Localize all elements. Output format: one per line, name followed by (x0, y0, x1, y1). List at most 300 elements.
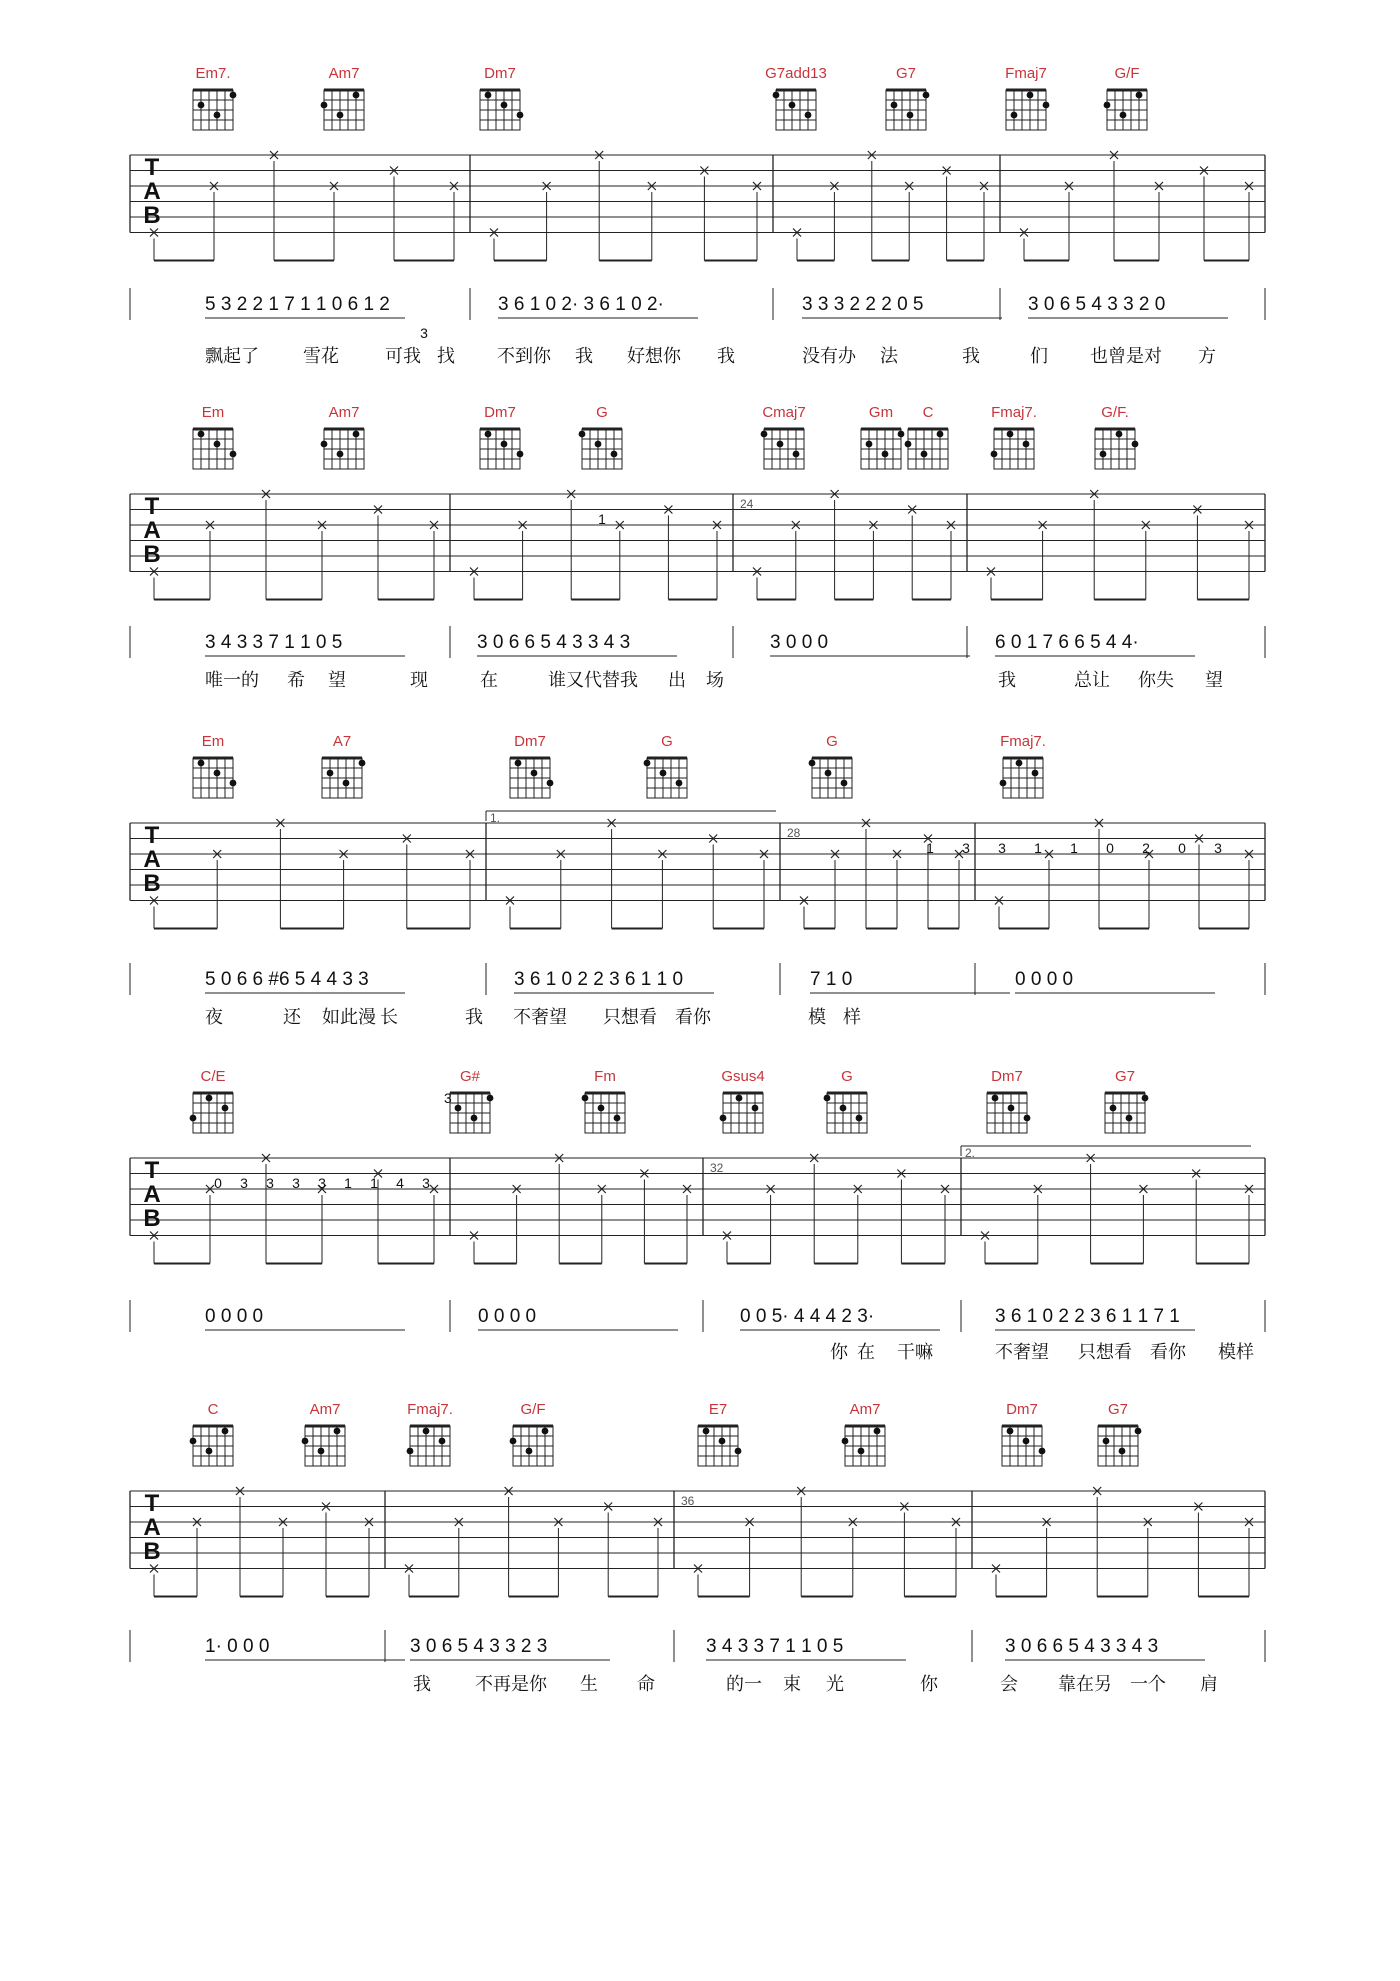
chord-name: Em (201, 404, 225, 421)
chord-diagram (480, 65, 523, 130)
bar-number: 36 (681, 1494, 695, 1508)
jianpu-measure: 5 0 6 6 #6 5 4 4 3 3 (205, 969, 369, 990)
chord-diagram (510, 733, 553, 798)
chord-diagram (1000, 733, 1046, 798)
tab-letter: T (144, 493, 160, 520)
chord-diagram (322, 733, 365, 798)
chord-name: Am7 (328, 404, 360, 421)
lyric-word: 飘起了 (205, 346, 259, 367)
chord-name: A7 (332, 733, 352, 750)
chord-dot (752, 1105, 759, 1112)
lyric-word: 不到你 (497, 346, 551, 367)
chord-dot (510, 1438, 517, 1445)
chord-dot (1043, 102, 1050, 109)
chord-dot (337, 112, 344, 119)
chord-dot (1116, 431, 1123, 438)
chord-dot (206, 1095, 213, 1102)
fret-number: 3 (962, 840, 970, 856)
jianpu-measure: 0 0 5· 4 4 4 2 3· (740, 1306, 875, 1327)
chord-name: Cmaj7 (762, 404, 806, 421)
fret-number: 2 (1142, 840, 1150, 856)
chord-dot (214, 112, 221, 119)
lyric-word: 谁又代替我 (548, 670, 638, 691)
chord-dot (230, 92, 237, 99)
chord-dot (439, 1438, 446, 1445)
lyric-word: 法 (880, 346, 898, 367)
chord-dot (1039, 1448, 1046, 1455)
chord-dot (318, 1448, 325, 1455)
lyric-word: 长 (380, 1007, 398, 1028)
chord-name: G (841, 1068, 853, 1085)
jianpu-measure: 5 3 2 2 1 7 1 1 0 6 1 2 (205, 294, 390, 315)
chord-dot (1032, 770, 1039, 777)
lyrics-line (413, 1674, 1218, 1695)
tab-staff (130, 1154, 1265, 1264)
chord-name: G/F (1114, 65, 1140, 82)
fret-number: 3 (240, 1175, 248, 1191)
chord-dot (1000, 780, 1007, 787)
lyric-word: 我 (717, 346, 735, 367)
fret-number: 3 (422, 1175, 430, 1191)
chord-dot (793, 451, 800, 458)
chord-diagram (809, 733, 852, 798)
lyric-word: 如此漫 (322, 1007, 376, 1028)
chord-name: C/E (200, 1068, 226, 1085)
chord-dot (1126, 1115, 1133, 1122)
chord-name: G (661, 733, 673, 750)
chord-dot (720, 1115, 727, 1122)
chord-dot (471, 1115, 478, 1122)
chord-dot (719, 1438, 726, 1445)
chord-diagram (510, 1401, 553, 1466)
system-1 (130, 65, 1265, 367)
chord-dot (1023, 1438, 1030, 1445)
lyric-word: 你 (920, 1674, 938, 1695)
fret-number: 3 (318, 1175, 326, 1191)
chord-dot (485, 431, 492, 438)
chord-dot (1016, 760, 1023, 767)
chord-diagram (1104, 65, 1147, 130)
chord-diagram (987, 1068, 1030, 1133)
chord-dot (735, 1448, 742, 1455)
chord-dot (542, 1428, 549, 1435)
chord-dot (337, 451, 344, 458)
tab-letter: T (144, 1157, 160, 1184)
lyrics-line (205, 670, 1223, 691)
chord-dot (1007, 1428, 1014, 1435)
system-3 (130, 733, 1265, 1028)
lyric-word: 可我 (385, 346, 421, 367)
chord-diagram (1005, 65, 1049, 130)
chord-name: Em (201, 733, 225, 750)
chord-dot (842, 1438, 849, 1445)
jianpu-line (130, 963, 1265, 995)
chord-name: Am7 (328, 65, 360, 82)
chord-dot (582, 1095, 589, 1102)
tab-letter: T (144, 822, 160, 849)
lyric-word: 总让 (1074, 670, 1110, 691)
chord-dot (905, 441, 912, 448)
jianpu-measure: 3 6 1 0 2 2 3 6 1 1 7 1 (995, 1306, 1180, 1327)
lyric-word: 命 (637, 1674, 655, 1695)
chord-dot (1100, 451, 1107, 458)
chord-name: G# (459, 1068, 481, 1085)
chord-diagram (579, 404, 622, 469)
lyric-word: 我 (413, 1674, 431, 1695)
chord-dot (614, 1115, 621, 1122)
bar-number: 24 (740, 497, 754, 511)
chord-dot (501, 102, 508, 109)
chord-diagram (824, 1068, 867, 1133)
chord-diagram (193, 65, 236, 130)
chord-name: Am7 (309, 1401, 341, 1418)
chord-diagram (1002, 1401, 1045, 1466)
chord-dot (1011, 112, 1018, 119)
chord-name: G7 (895, 65, 917, 82)
chord-dot (1135, 1428, 1142, 1435)
chord-diagram (193, 733, 236, 798)
lyric-word: 们 (1030, 346, 1048, 367)
lyric-word: 你失 (1138, 670, 1174, 691)
chord-name: G7add13 (765, 65, 827, 82)
lyric-word: 也曾是对 (1090, 346, 1162, 367)
chord-dot (866, 441, 873, 448)
jianpu-measure: 3 0 6 5 4 3 3 2 0 (1028, 294, 1166, 315)
lyric-word: 唯一的 (205, 670, 259, 691)
volta-label: 1. (490, 811, 501, 825)
chord-dot (327, 770, 334, 777)
jianpu-measure: 3 0 6 6 5 4 3 3 4 3 (1005, 1636, 1159, 1657)
tab-letter: A (143, 1181, 161, 1208)
tab-staff (130, 819, 1265, 929)
lyric-word: 出 (668, 670, 686, 691)
fret-number: 3 (998, 840, 1006, 856)
chord-diagram (720, 1068, 765, 1133)
chord-dot (1110, 1105, 1117, 1112)
chord-diagram (190, 1401, 233, 1466)
system-4 (130, 1068, 1265, 1363)
tab-letter: A (143, 517, 161, 544)
fret-position: 3 (444, 1090, 452, 1106)
chord-dot (526, 1448, 533, 1455)
chord-dot (1008, 1105, 1015, 1112)
lyric-word: 的一 (726, 1674, 762, 1695)
chord-diagram (991, 404, 1037, 469)
chord-dot (856, 1115, 863, 1122)
fret-number: 3 (266, 1175, 274, 1191)
lyric-word: 样 (843, 1007, 861, 1028)
chord-name: Fm (594, 1068, 616, 1085)
chord-dot (1103, 1438, 1110, 1445)
chord-dot (773, 92, 780, 99)
chord-dot (676, 780, 683, 787)
chord-diagram (1095, 404, 1138, 469)
lyric-word: 在 (480, 670, 498, 691)
chord-dot (321, 102, 328, 109)
chord-diagram (302, 1401, 345, 1466)
chord-dot (579, 431, 586, 438)
chord-dot (991, 451, 998, 458)
chord-diagram (861, 404, 904, 469)
chord-dot (321, 441, 328, 448)
chord-dot (214, 770, 221, 777)
lyric-word: 干嘛 (897, 1342, 933, 1363)
chord-dot (874, 1428, 881, 1435)
lyric-word: 你 (830, 1342, 848, 1363)
lyric-word: 模 (808, 1007, 826, 1028)
fret-number: 1 (598, 511, 606, 527)
fret-number: 1 (926, 840, 934, 856)
tab-letter: A (143, 178, 161, 205)
chord-dot (611, 451, 618, 458)
tab-letter: B (143, 1538, 161, 1565)
lyric-word: 一个 (1130, 1674, 1166, 1695)
chord-dot (515, 760, 522, 767)
chord-dot (423, 1428, 430, 1435)
jianpu-measure: 3 4 3 3 7 1 1 0 5 (205, 632, 343, 653)
chord-dot (898, 431, 905, 438)
chord-dot (353, 431, 360, 438)
lyric-word: 只想看 (603, 1007, 657, 1028)
chord-name: Fmaj7. (407, 1401, 453, 1418)
lyric-word: 在 (857, 1342, 875, 1363)
fret-number: 1 (344, 1175, 352, 1191)
chord-dot (1023, 441, 1030, 448)
lyric-word: 雪花 (303, 346, 339, 367)
chord-dot (190, 1115, 197, 1122)
jianpu-measure: 3 0 6 5 4 3 3 2 3 (410, 1636, 548, 1657)
chord-dot (1104, 102, 1111, 109)
chord-name: Am7 (849, 1401, 881, 1418)
jianpu-measure: 0 0 0 0 (1015, 969, 1074, 990)
system-2 (130, 404, 1265, 691)
chord-dot (517, 112, 524, 119)
fret-number: 0 (1178, 840, 1186, 856)
chord-name: Dm7 (991, 1068, 1023, 1085)
lyric-word: 看你 (1150, 1342, 1186, 1363)
jianpu-measure: 7 1 0 (810, 969, 853, 990)
chord-dot (1136, 92, 1143, 99)
lyric-word: 模样 (1218, 1342, 1254, 1363)
bar-number: 32 (710, 1161, 724, 1175)
chord-diagram (1098, 1401, 1141, 1466)
chord-name: Em7. (195, 65, 231, 82)
lyric-word: 现 (410, 670, 428, 691)
jianpu-line (130, 626, 1265, 658)
chord-diagram (190, 1068, 233, 1133)
fret-number: 0 (214, 1175, 222, 1191)
chord-dot (214, 441, 221, 448)
jianpu-measure: 1· 0 0 0 (205, 1636, 270, 1657)
chord-dot (761, 431, 768, 438)
chord-dot (198, 431, 205, 438)
triplet-mark: 3 (420, 325, 428, 341)
tab-letter: A (143, 1514, 161, 1541)
tab-letter: T (144, 154, 160, 181)
chord-name: Fmaj7. (1000, 733, 1046, 750)
chord-diagram (321, 65, 364, 130)
chord-name: C (207, 1401, 219, 1418)
fret-number: 1 (1070, 840, 1078, 856)
chord-dot (703, 1428, 710, 1435)
tab-letter: B (143, 1205, 161, 1232)
chord-dot (1142, 1095, 1149, 1102)
lyrics-line (205, 345, 1216, 367)
chord-name: G (596, 404, 608, 421)
chord-dot (230, 451, 237, 458)
lyric-word: 会 (1000, 1674, 1018, 1695)
lyric-word: 不奢望 (995, 1342, 1049, 1363)
chord-dot (1007, 431, 1014, 438)
jianpu-measure: 3 0 0 0 (770, 632, 829, 653)
lyric-word: 望 (1205, 670, 1223, 691)
chord-diagram (1105, 1068, 1148, 1133)
chord-dot (1119, 1448, 1126, 1455)
chord-name: Dm7 (484, 404, 516, 421)
chord-dot (1132, 441, 1139, 448)
chord-dot (598, 1105, 605, 1112)
chord-dot (882, 451, 889, 458)
chord-dot (1027, 92, 1034, 99)
jianpu-measure: 0 0 0 0 (478, 1306, 537, 1327)
jianpu-line (130, 1300, 1265, 1332)
chord-dot (222, 1105, 229, 1112)
lyric-word: 不再是你 (475, 1674, 547, 1695)
chord-dot (455, 1105, 462, 1112)
chord-diagram (905, 404, 948, 469)
chord-dot (736, 1095, 743, 1102)
chord-dot (359, 760, 366, 767)
lyric-word: 希 (287, 670, 305, 691)
jianpu-line (130, 1630, 1265, 1662)
lyric-word: 夜 (205, 1007, 223, 1028)
chord-dot (644, 760, 651, 767)
chord-diagram (582, 1068, 625, 1133)
chord-name: G/F. (1101, 404, 1129, 421)
chord-diagram (644, 733, 687, 798)
lyric-word: 找 (437, 346, 455, 367)
chord-diagram (698, 1401, 741, 1466)
lyrics-line (205, 1006, 861, 1028)
lyric-word: 没有办 (802, 346, 856, 367)
chord-diagram (761, 404, 806, 469)
jianpu-measure: 3 4 3 3 7 1 1 0 5 (706, 1636, 844, 1657)
lyric-word: 肩 (1200, 1674, 1218, 1695)
tab-letter: T (144, 1490, 160, 1517)
chord-dot (891, 102, 898, 109)
jianpu-measure: 3 0 6 6 5 4 3 3 4 3 (477, 632, 631, 653)
tab-staff (130, 1487, 1265, 1597)
chord-dot (517, 451, 524, 458)
tab-letter: B (143, 870, 161, 897)
lyric-word: 我 (575, 346, 593, 367)
jianpu-measure: 3 6 1 0 2 2 3 6 1 1 0 (514, 969, 684, 990)
chord-dot (501, 441, 508, 448)
chord-dot (302, 1438, 309, 1445)
chord-dot (222, 1428, 229, 1435)
chord-name: E7 (708, 1401, 728, 1418)
tab-letter: B (143, 202, 161, 229)
lyric-word: 看你 (675, 1007, 711, 1028)
chord-dot (198, 102, 205, 109)
chord-diagram (407, 1401, 453, 1466)
lyric-word: 好想你 (627, 346, 681, 367)
chord-dot (407, 1448, 414, 1455)
chord-dot (789, 102, 796, 109)
chord-name: G7 (1114, 1068, 1136, 1085)
tab-letter: A (143, 846, 161, 873)
jianpu-line (130, 288, 1265, 341)
lyric-word: 光 (826, 1674, 844, 1695)
chord-dot (921, 451, 928, 458)
lyric-word: 我 (998, 670, 1016, 691)
chord-dot (353, 92, 360, 99)
jianpu-measure: 3 3 3 2 2 2 0 5 (802, 294, 924, 315)
bar-number: 28 (787, 826, 801, 840)
fret-number: 3 (292, 1175, 300, 1191)
jianpu-measure: 6 0 1 7 6 6 5 4 4· (995, 632, 1139, 653)
chord-dot (840, 1105, 847, 1112)
chord-dot (825, 770, 832, 777)
chord-dot (1120, 112, 1127, 119)
chord-dot (1024, 1115, 1031, 1122)
lyric-word: 我 (465, 1007, 483, 1028)
chord-dot (805, 112, 812, 119)
fret-number: 1 (370, 1175, 378, 1191)
chord-diagram (321, 404, 364, 469)
volta-label: 2. (965, 1146, 976, 1160)
lyric-word: 望 (328, 670, 346, 691)
chord-dot (487, 1095, 494, 1102)
lyrics-line (830, 1341, 1254, 1363)
tab-letter: B (143, 541, 161, 568)
chord-diagram (450, 1068, 493, 1133)
chord-dot (858, 1448, 865, 1455)
chord-dot (485, 92, 492, 99)
chord-dot (198, 760, 205, 767)
chord-name: Fmaj7. (991, 404, 1037, 421)
chord-dot (923, 92, 930, 99)
chord-dot (190, 1438, 197, 1445)
lyric-word: 不奢望 (513, 1007, 567, 1028)
chord-dot (343, 780, 350, 787)
fret-number: 4 (396, 1175, 404, 1191)
chord-dot (841, 780, 848, 787)
chord-dot (824, 1095, 831, 1102)
fret-number: 1 (1034, 840, 1042, 856)
chord-dot (777, 441, 784, 448)
fret-number: 3 (1214, 840, 1222, 856)
chord-dot (595, 441, 602, 448)
chord-name: Gm (868, 404, 894, 421)
jianpu-measure: 0 0 0 0 (205, 1306, 264, 1327)
chord-name: G/F (520, 1401, 546, 1418)
lyric-word: 生 (580, 1674, 598, 1695)
chord-name: C (922, 404, 934, 421)
chord-dot (992, 1095, 999, 1102)
chord-name: Gsus4 (721, 1068, 765, 1085)
jianpu-measure: 3 6 1 0 2· 3 6 1 0 2· (498, 294, 664, 315)
tab-staff (130, 151, 1265, 261)
lyric-word: 还 (283, 1007, 301, 1028)
lyric-word: 靠在另 (1058, 1674, 1112, 1695)
chord-dot (937, 431, 944, 438)
lyric-word: 只想看 (1078, 1342, 1132, 1363)
chord-diagram (193, 404, 236, 469)
chord-dot (334, 1428, 341, 1435)
lyric-word: 束 (783, 1674, 801, 1695)
chord-diagram (842, 1401, 885, 1466)
